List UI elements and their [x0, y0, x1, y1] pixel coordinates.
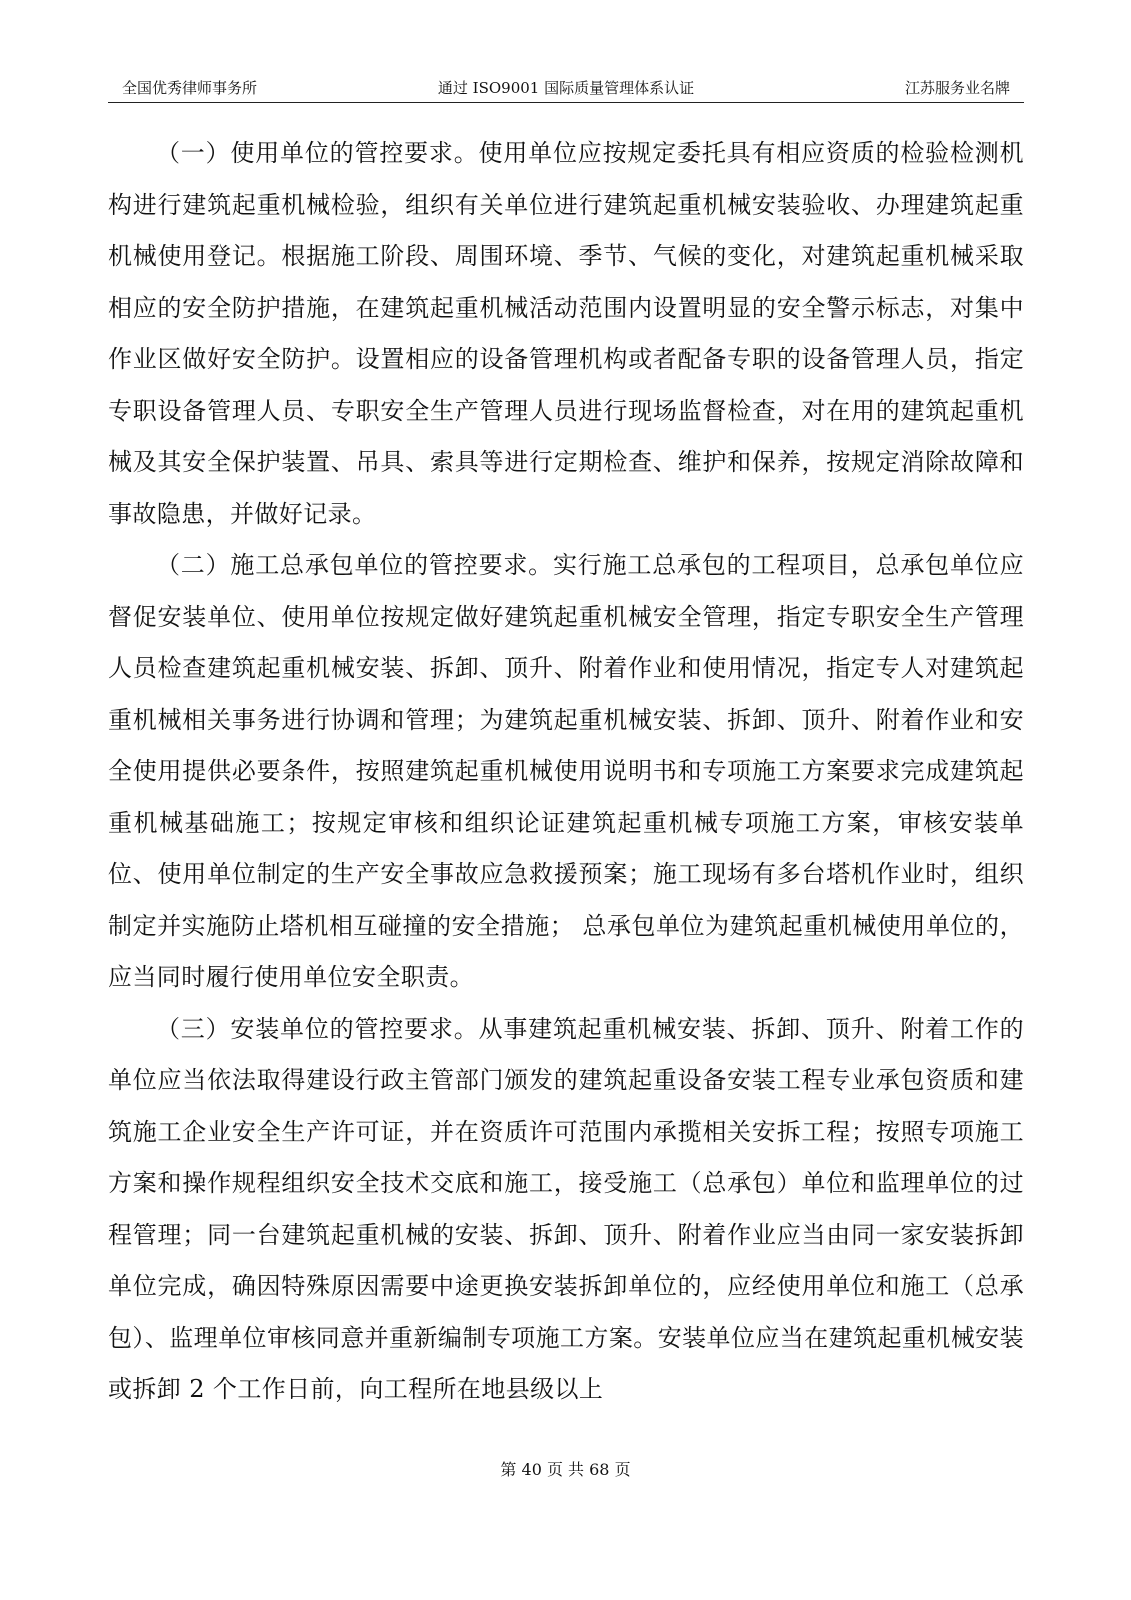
- header-service-brand: 江苏服务业名牌: [904, 79, 1010, 97]
- header-iso-certification: 通过 ISO9001 国际质量管理体系认证: [437, 79, 695, 97]
- page-number: 第 40 页 共 68 页: [500, 1460, 631, 1479]
- paragraph-installation-unit-requirements: （三）安装单位的管控要求。从事建筑起重机械安装、拆卸、顶升、附着工作的单位应当依法取得建设行政主管部门颁发的建筑起重设备安装工程专业承包资质和建筑施工企业安全生产许可证，并在资质许可范围内承揽相关安拆工程；按照专项施工方案和操作规程组织安全技术交底和施工，接受施工（总承包）单位和监理单位的过程管理；同一台建筑起重机械的安装、拆卸、顶升、附着作业应当由同一家安装拆卸单位完成，确因特殊原因需要中途更换安装拆卸单位的，应经使用单位和施工（总承包）、监理单位审核同意并重新编制专项施工方案。安装单位应当在建筑起重机械安装或拆卸 2 个工作日前，向工程所在地县级以上: [108, 1014, 1024, 1403]
- page-header: [108, 76, 1024, 103]
- paragraph-general-contractor-requirements: （二）施工总承包单位的管控要求。实行施工总承包的工程项目，总承包单位应督促安装单位、使用单位按规定做好建筑起重机械安全管理，指定专职安全生产管理人员检查建筑起重机械安装、拆卸、顶升、附着作业和使用情况，指定专人对建筑起重机械相关事务进行协调和管理；为建筑起重机械安装、拆卸、顶升、附着作业和安全使用提供必要条件，按照建筑起重机械使用说明书和专项施工方案要求完成建筑起重机械基础施工；按规定审核和组织论证建筑起重机械专项施工方案，审核安装单位、使用单位制定的生产安全事故应急救援预案；施工现场有多台塔机作业时，组织制定并实施防止塔机相互碰撞的安全措施； 总承包单位为建筑起重机械使用单位的，应当同时履行使用单位安全职责。: [108, 551, 1024, 991]
- paragraph-user-unit-requirements: （一）使用单位的管控要求。使用单位应按规定委托具有相应资质的检验检测机构进行建筑起重机械检验，组织有关单位进行建筑起重机械安装验收、办理建筑起重机械使用登记。根据施工阶段、周围环境、季节、气候的变化，对建筑起重机械采取相应的安全防护措施，在建筑起重机械活动范围内设置明显的安全警示标志，对集中作业区做好安全防护。设置相应的设备管理机构或者配备专职的设备管理人员，指定专职设备管理人员、专职安全生产管理人员进行现场监督检查，对在用的建筑起重机械及其安全保护装置、吊具、索具等进行定期检查、维护和保养，按规定消除故障和事故隐患，并做好记录。: [108, 139, 1024, 528]
- header-firm-honor: 全国优秀律师事务所: [122, 79, 258, 97]
- document-body: [108, 128, 1024, 1416]
